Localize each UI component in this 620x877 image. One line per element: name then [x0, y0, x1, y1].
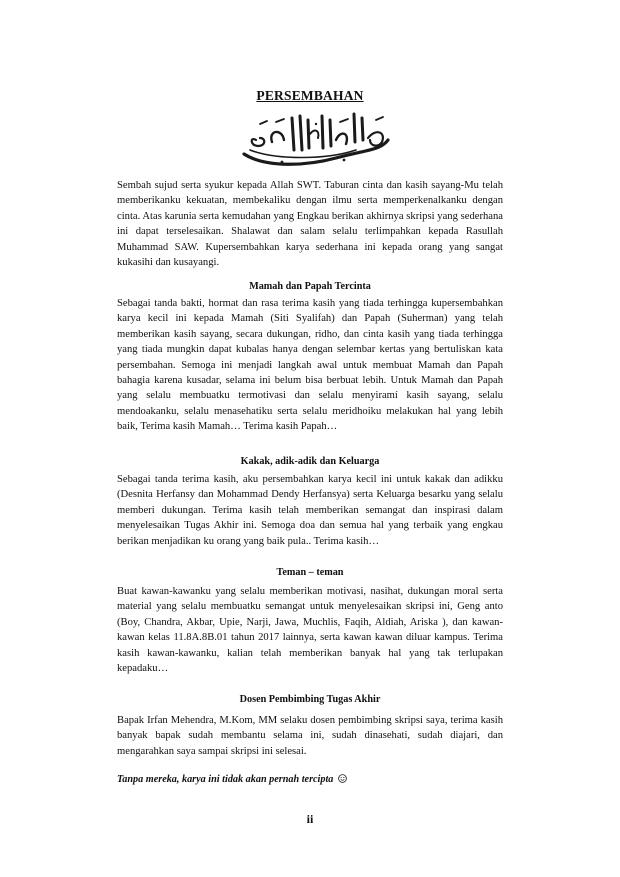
section-heading-parents: Mamah dan Papah Tercinta — [249, 281, 371, 292]
section-heading-family: Kakak, adik-adik dan Keluarga — [240, 456, 380, 467]
closing-text: Tanpa mereka, karya ini tidak akan pernah tercipta — [117, 774, 334, 785]
basmalah-calligraphy-icon — [236, 110, 394, 172]
page-title: PERSEMBAHAN — [256, 88, 364, 103]
smiley-icon — [338, 774, 347, 783]
section-heading-advisor: Dosen Pembimbing Tugas Akhir — [239, 694, 381, 705]
section-body-parents: Sebagai tanda bakti, hormat dan rasa terima kasih yang tiada terhingga kupersembahkan karya kecil ini kepada Mamah (Siti Syalifah) dan Papah (Suherman) yang telah memberikan kasih sayang, secara dukungan, ridho, dan cinta kasih yang tiada terhingga yang tiada mungkin dapat kubalas hanya dengan selembar kertas yang bertuliskan kata persembahan. Semoga ini menjadi langkah awal untuk membuat Mamah dan Papah bahagia karena kusadar, selama ini belum bisa berbuat lebih. Untuk Mamah dan Papah yang selalu membuatku termotivasi dan selalu menyiramí kasih sayang, selalu mendoakanku, selalu menasehatiku serta selalu meridhoiku melakukan hal yang lebih baik, Terima kasih Mamah… Terima kasih Papah… — [117, 298, 503, 433]
page-number: ii — [306, 812, 314, 826]
section-body-advisor: Bapak Irfan Mehendra, M.Kom, MM selaku dosen pembimbing skripsi saya, terima kasih banyak bapak sudah membantu selama ini, sudah dinasehati, sudah diajari, dan mengarahkan saya sampai skripsi ini selesai. — [117, 715, 503, 757]
closing-line — [117, 774, 503, 785]
section-body-family: Sebagai tanda terima kasih, aku persembahkan karya kecil ini untuk kakak dan adikku (Desnita Herfansy dan Mohammad Dendy Herfansya) serta Keluarga besarku yang selalu memberi dukungan. Terima kasih telah memberikan semangat dan inspirasi dalam menyelesaikan Tugas Akhir ini. Semoga doa dan semua hal yang terbaik yang engkau berikan menjadikan ku orang yang baik pula.. Terima kasih… — [117, 474, 503, 547]
intro-paragraph: Sembah sujud serta syukur kepada Allah SWT. Taburan cinta dan kasih sayang-Mu telah memberikanku kekuatan, membekaliku dengan ilmu serta memperkenalkanku dengan cinta. Atas karunia serta kemudahan yang Engkau berikan akhirnya skripsi yang sederhana ini dapat terselesaikan. Shalawat dan salam selalu terlimpahkan kepada Rasullah Muhammad SAW. Kupersembahkan karya sederhana ini kepada orang yang sangat kukasihi dan kusayangi. — [117, 180, 503, 269]
section-heading-friends: Teman – teman — [276, 567, 344, 578]
section-body-friends: Buat kawan-kawanku yang selalu memberikan motivasi, nasihat, dukungan moral serta material yang selalu membuatku semangat untuk menyelesaikan skripsi ini, Geng anto (Boy, Chandra, Akbar, Upie, Narji, Jawa, Muchlis, Faqih, Aldiah, Ariska ), dan kawan-kawan kelas 11.8A.8B.01 tahun 2017 lainnya, serta kawan kawan diluar kampus. Terima kasih kawan-kawanku, kalian telah memberikan banyak hal yang tak terlupakan kepadaku… — [117, 586, 503, 675]
